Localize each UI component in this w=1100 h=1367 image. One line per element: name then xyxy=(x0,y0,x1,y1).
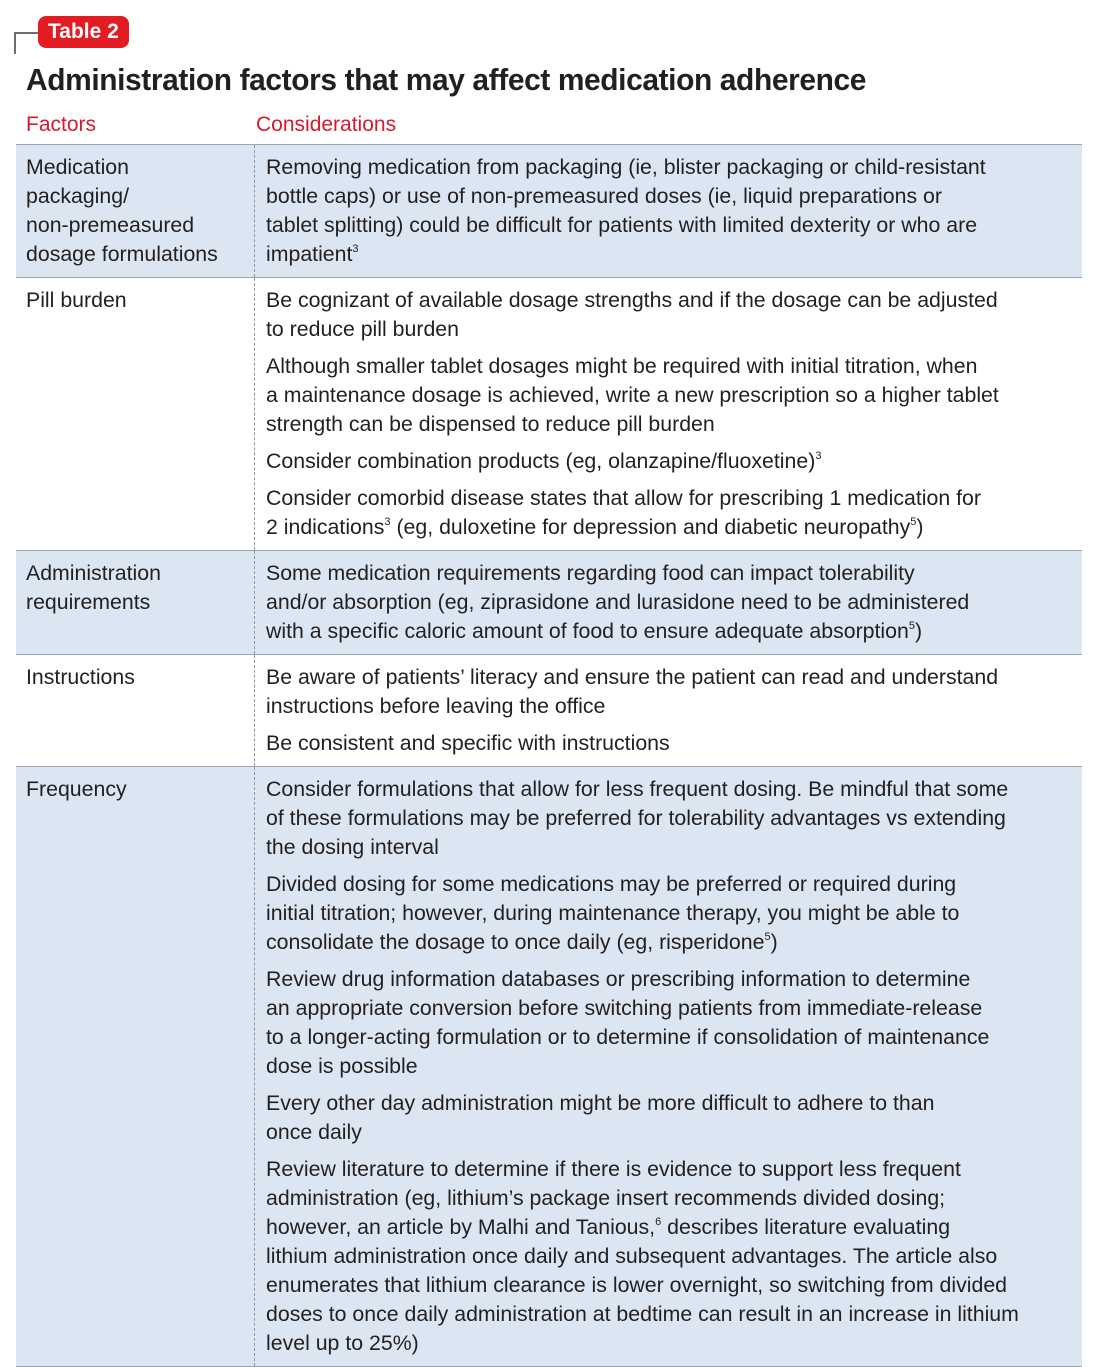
consideration-item: Every other day administration might be more difficult to adhere to than once daily xyxy=(266,1091,935,1144)
consideration-item: Be consistent and specific with instructions xyxy=(266,731,670,755)
adherence-table xyxy=(16,144,1082,1367)
citation-marker: 3 xyxy=(384,516,391,528)
consideration-item: Removing medication from packaging (ie, blister packaging or child-resistant bottle caps) or use of non-premeasured doses (ie, liquid preparations or tablet splitting) could be difficult for patients with limited dexterity or who are impatient$^3$ xyxy=(266,155,986,266)
table-row-packaging xyxy=(16,145,1082,278)
citation-marker: 5 xyxy=(908,620,915,632)
consideration-item: Some medication requirements regarding food can impact tolerability and/or absorption (eg, ziprasidone and lurasidone need to be administered with a specific caloric amount of food to ensure adequate absorption$^5$) xyxy=(266,561,970,643)
considerations-cell xyxy=(255,551,1082,654)
factor-label: requirements xyxy=(26,590,151,614)
factor-label: Pill burden xyxy=(26,288,127,312)
factor-label: Medication xyxy=(26,155,129,179)
table-label-bracket xyxy=(14,32,40,54)
table-title: Administration factors that may affect medication adherence xyxy=(26,62,866,97)
considerations-cell xyxy=(255,767,1082,1366)
table-row-instructions xyxy=(16,655,1082,767)
factor-cell xyxy=(16,145,255,277)
factor-label: Frequency xyxy=(26,777,127,801)
factor-label: Administration xyxy=(26,561,161,585)
factor-label: packaging/ xyxy=(26,184,130,208)
citation-marker: 6 xyxy=(655,1216,662,1228)
consideration-item: Be aware of patients’ literacy and ensure the patient can read and understand instructions before leaving the office xyxy=(266,665,999,718)
table-number-badge: Table 2 xyxy=(38,16,129,48)
column-header-factors: Factors xyxy=(26,113,97,136)
consideration-item: Be cognizant of available dosage strengths and if the dosage can be adjusted to reduce pill burden xyxy=(266,288,998,341)
citation-marker: 5 xyxy=(910,516,917,528)
table-row-pill-burden xyxy=(16,278,1082,551)
consideration-item: Consider combination products (eg, olanzapine/fluoxetine)$^3$ xyxy=(266,449,822,473)
consideration-item: Divided dosing for some medications may be preferred or required during initial titration; however, during maintenance therapy, you might be able to consolidate the dosage to once daily (eg, risperidone$^5$) xyxy=(266,872,960,954)
consideration-item: Consider formulations that allow for less frequent dosing. Be mindful that some of these formulations may be preferred for tolerability advantages vs extending the dosing interval xyxy=(266,777,1009,859)
factor-label: dosage formulations xyxy=(26,242,218,266)
factor-label: non-premeasured xyxy=(26,213,195,237)
factor-cell xyxy=(16,551,255,654)
consideration-item: Review drug information databases or prescribing information to determine an appropriate conversion before switching patients from immediate-release to a longer-acting formulation or to determine if consolidation of maintenance dose is possible xyxy=(266,967,990,1078)
factor-cell xyxy=(16,655,255,766)
consideration-item: Review literature to determine if there is evidence to support less frequent administration (eg, lithium’s package insert recommends divided dosing; however, an article by Malhi and Tanious,$^6$ describes literature evaluating lithium administration once daily and subsequent advantages. The article also enumerates that lithium clearance is lower overnight, so switching from divided doses to once daily administration at bedtime can result in an increase in lithium level up to 25%) xyxy=(266,1157,1019,1355)
citation-marker: 3 xyxy=(352,243,359,255)
factor-cell xyxy=(16,278,255,550)
factor-label: Instructions xyxy=(26,665,135,689)
considerations-cell xyxy=(255,278,1082,550)
factor-cell xyxy=(16,767,255,1366)
consideration-item: Although smaller tablet dosages might be required with initial titration, when a maintenance dosage is achieved, write a new prescription so a higher tablet strength can be dispensed to reduce pill burden xyxy=(266,354,999,436)
consideration-item: Consider comorbid disease states that allow for prescribing 1 medication for 2 indications$^3$ (eg, duloxetine for depression and diabetic neuropathy$^5$) xyxy=(266,486,981,539)
considerations-cell xyxy=(255,145,1082,277)
table-row-frequency xyxy=(16,767,1082,1367)
table-row-administration-requirements xyxy=(16,551,1082,655)
citation-marker: 3 xyxy=(815,450,822,462)
column-header-considerations: Considerations xyxy=(256,113,397,136)
citation-marker: 5 xyxy=(764,931,771,943)
considerations-cell xyxy=(255,655,1082,766)
